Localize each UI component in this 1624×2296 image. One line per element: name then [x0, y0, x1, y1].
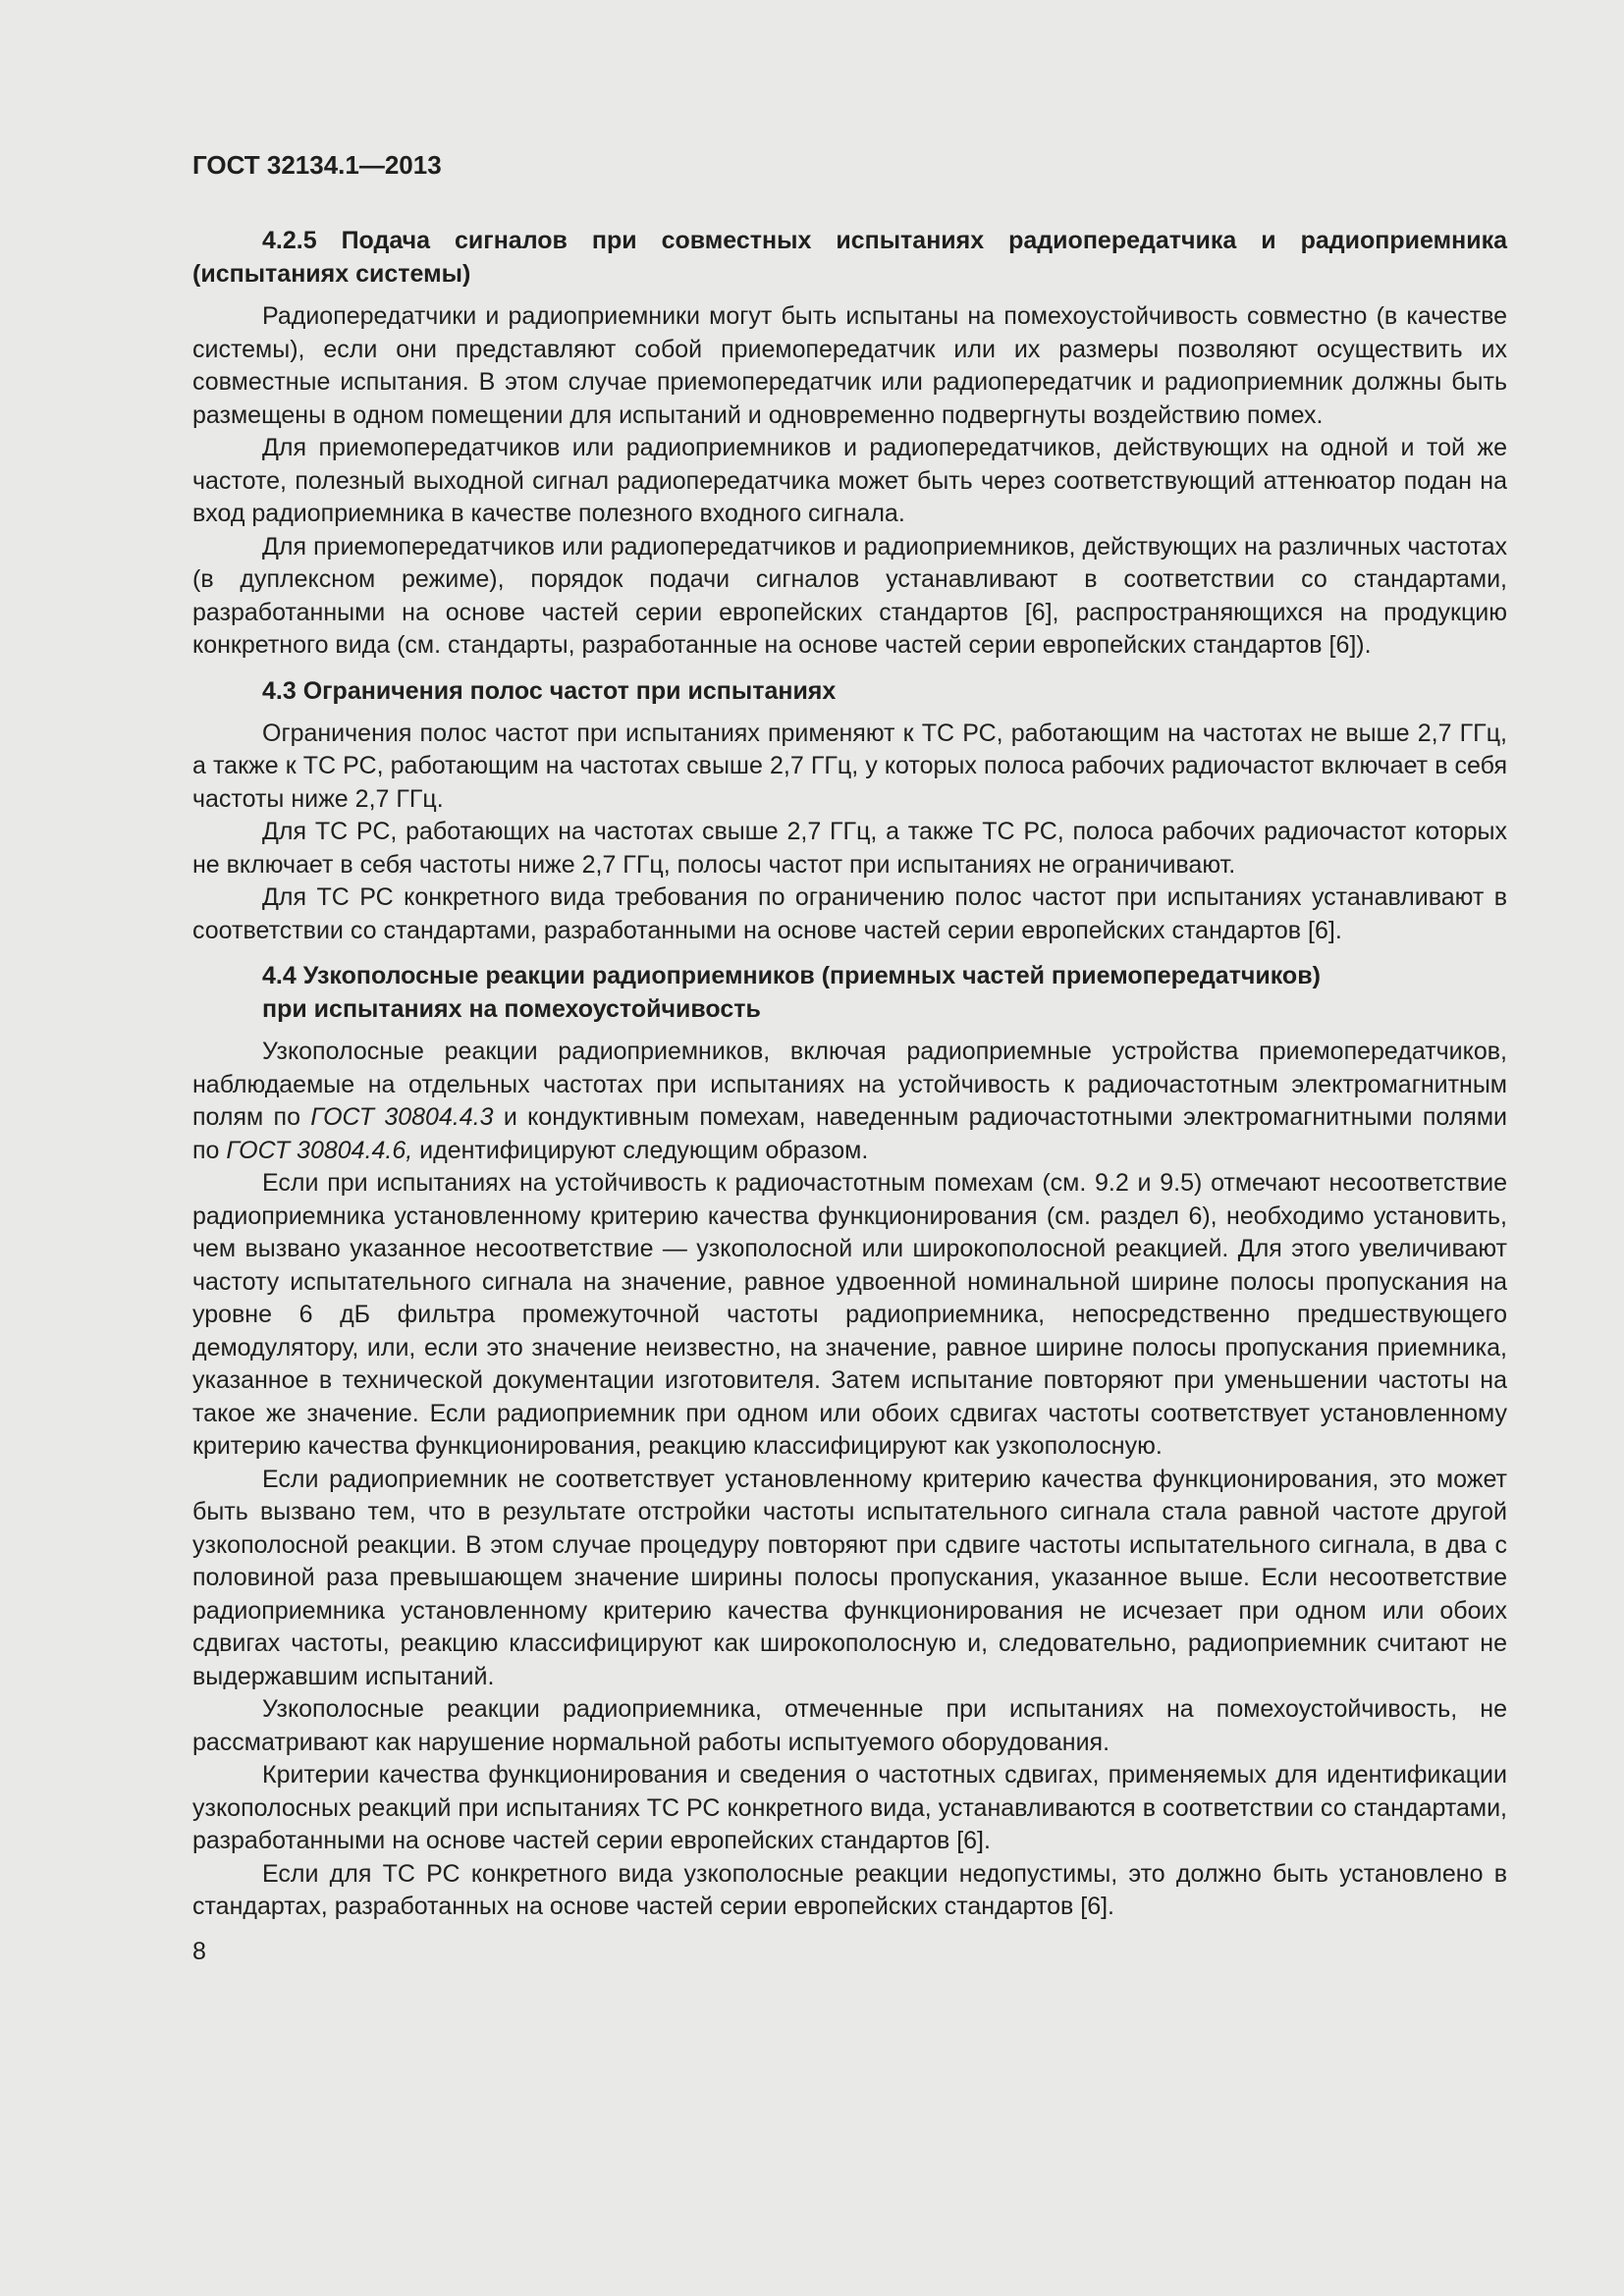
paragraph-text: идентифицируют следующим образом. — [412, 1136, 869, 1164]
paragraph: Критерии качества функционирования и сведения о частотных сдвигах, применяемых для идентификации узкополосных реакций при испытаниях ТС РС конкретного вида, устанавливаются в соответствии со стандартами, разработанными на основе частей серии европейских стандартов [6]. — [192, 1761, 1507, 1854]
paragraph: Для ТС РС конкретного вида требования по ограничению полос частот при испытаниях устанавливают в соответствии со стандартами, разработанными на основе частей серии европейских стандартов [6]. — [192, 883, 1507, 944]
section-heading-line-1: 4.4 Узкополосные реакции радиоприемников (приемных частей приемопередатчиков) — [262, 962, 1321, 989]
paragraph: Если при испытаниях на устойчивость к радиочастотным помехам (см. 9.2 и 9.5) отмечают несоответствие радиоприемника установленному критерию качества функционирования (см. раздел 6), необходимо установить, чем вызвано указанное несоответствие — узкополосной или широкополосной реакцией. Для этого увеличивают частоту испытательного сигнала на значение, равное удвоенной номинальной ширине полосы пропускания на уровне 6 дБ фильтра промежуточной частоты радиоприемника, непосредственно предшествующего демодулятору, или, если это значение неизвестно, на значение, равное ширине полосы пропускания приемника, указанное в технической документации изготовителя. Затем испытание повторяют при уменьшении частоты на такое же значение. Если радиоприемник при одном или обоих сдвигах частоты соответствует установленному критерию качества функционирования, реакцию классифицируют как узкополосную. — [192, 1169, 1507, 1460]
paragraph: Для ТС РС, работающих на частотах свыше 2,7 ГГц, а также ТС РС, полоса рабочих радиочастот которых не включает в себя частоты ниже 2,7 ГГц, полосы частот при испытаниях не ограничивают. — [192, 818, 1507, 879]
section-heading-line-2: при испытаниях на помехоустойчивость — [262, 995, 761, 1023]
section-4-3 — [192, 674, 1507, 948]
page-number: 8 — [192, 1937, 206, 1965]
paragraph-text: и кондуктивным помехам, наведенным радиочастотными электромагнитными полями по — [192, 1103, 1507, 1164]
paragraph-text: Узкополосные реакции радиоприемников, включая радиоприемные устройства приемопередатчиков, наблюдаемые на отдельных частотах при испытаниях на устойчивость к радиочастотным электромагнитным полям по — [192, 1038, 1507, 1131]
paragraph: Если для ТС РС конкретного вида узкополосные реакции недопустимы, это должно быть установлено в стандартах, разработанных на основе частей серии европейских стандартов [6]. — [192, 1859, 1507, 1920]
standard-reference: ГОСТ 30804.4.6, — [226, 1136, 413, 1164]
paragraph: Для приемопередатчиков или радиоприемников и радиопередатчиков, действующих на одной и той же частоте, полезный выходной сигнал радиопередатчика может быть через соответствующий аттенюатор подан на вход радиоприемника в качестве полезного входного сигнала. — [192, 434, 1507, 527]
document-header: ГОСТ 32134.1—2013 — [192, 150, 442, 180]
paragraph: Если радиоприемник не соответствует установленному критерию качества функционирования, это может быть вызвано тем, что в результате отстройки частоты испытательного сигнала стала равной частоте другой узкополосной реакции. В этом случае процедуру повторяют при сдвиге частоты испытательного сигнала, в два с половиной раза превышающем значение ширины полосы пропускания, указанное выше. Если несоответствие радиоприемника установленному критерию качества функционирования не исчезает при одном или обоих сдвигах частоты, реакцию классифицируют как широкополосную и, следовательно, радиоприемник считают не выдержавшим испытаний. — [192, 1465, 1507, 1690]
paragraph: Узкополосные реакции радиоприемника, отмеченные при испытаниях на помехоустойчивость, не рассматривают как нарушение нормальной работы испытуемого оборудования. — [192, 1695, 1507, 1756]
paragraph: Ограничения полос частот при испытаниях применяют к ТС РС, работающим на частотах не выше 2,7 ГГц, а также к ТС РС, работающим на частотах свыше 2,7 ГГц, у которых полоса рабочих радиочастот включает в себя частоты ниже 2,7 ГГц. — [192, 719, 1507, 813]
section-4-4 — [192, 959, 1507, 1924]
section-4-2-5 — [192, 224, 1507, 663]
standard-reference: ГОСТ 30804.4.3 — [310, 1103, 494, 1131]
paragraph-with-references — [192, 1036, 1507, 1167]
paragraph: Радиопередатчики и радиоприемники могут быть испытаны на помехоустойчивость совместно (в качестве системы), если они представляют собой приемопередатчик или их размеры позволяют осуществить их совместные испытания. В этом случае приемопередатчик или радиопередатчик и радиоприемник должны быть размещены в одном помещении для испытаний и одновременно подвергнуты воздействию помех. — [192, 302, 1507, 429]
section-heading: 4.2.5 Подача сигналов при совместных испытаниях радиопередатчика и радиоприемника (испытаниях системы) — [192, 227, 1507, 288]
paragraph: Для приемопередатчиков или радиопередатчиков и радиоприемников, действующих на различных частотах (в дуплексном режиме), порядок подачи сигналов устанавливают в соответствии со стандартами, разработанными на основе частей серии европейских стандартов [6], распространяющихся на продукцию конкретного вида (см. стандарты, разработанные на основе частей серии европейских стандартов [6]). — [192, 532, 1507, 659]
section-heading: 4.3 Ограничения полос частот при испытаниях — [262, 676, 837, 705]
